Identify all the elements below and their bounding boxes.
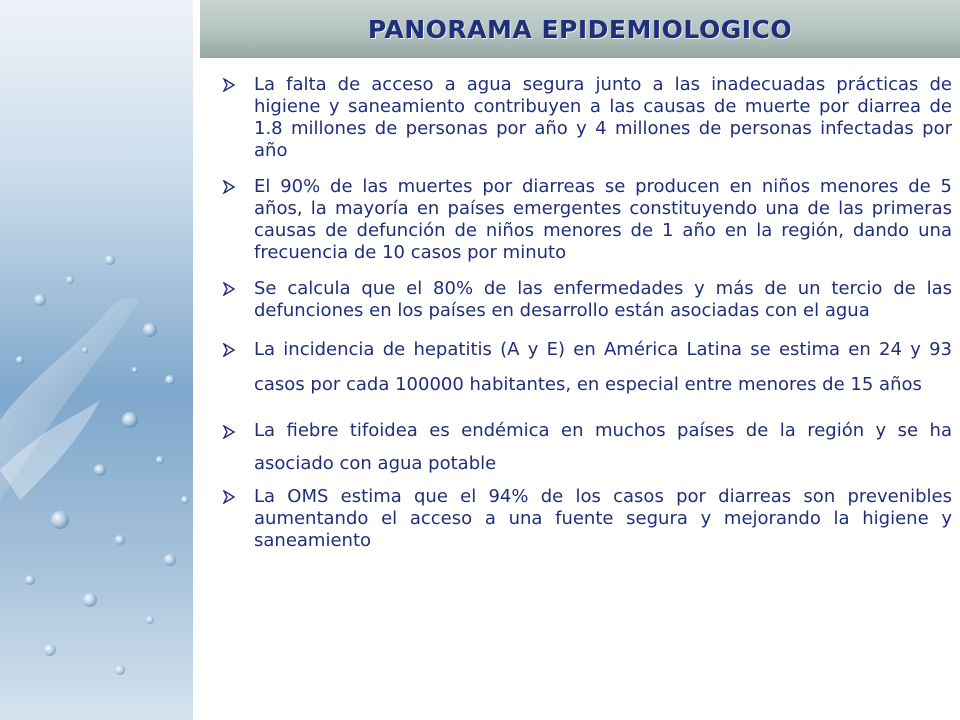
water-droplets-illustration <box>0 0 193 720</box>
bullet-text: La OMS estima que el 94% de los casos por diarreas son prevenibles aumentando el acceso a una fuente segura y mejorando la higiene y saneamiento <box>254 486 952 551</box>
page-title: PANORAMA EPIDEMIOLOGICO <box>367 14 793 44</box>
arrow-bullet-icon <box>222 180 236 194</box>
list-item <box>218 74 952 162</box>
arrow-bullet-icon <box>222 282 236 296</box>
list-item <box>218 486 952 552</box>
list-item <box>218 414 952 480</box>
title-bar <box>200 0 960 58</box>
bullet-text: La incidencia de hepatitis (A y E) en América Latina se estima en 24 y 93 casos por cada 100000 habitantes, en especial entre menores de 15 años <box>254 339 952 395</box>
bullet-text: Se calcula que el 80% de las enfermedades y más de un tercio de las defunciones en los países en desarrollo están asociadas con el agua <box>254 278 952 321</box>
arrow-bullet-icon <box>222 490 236 504</box>
list-item <box>218 278 952 322</box>
arrow-bullet-icon <box>222 425 236 439</box>
arrow-bullet-icon <box>222 343 236 357</box>
bullet-text: El 90% de las muertes por diarreas se producen en niños menores de 5 años, la mayoría en países emergentes constituyendo una de las primeras causas de defunción de niños menores de 1 año en la región, dando una frecuencia de 10 casos por minuto <box>254 176 952 263</box>
list-item <box>218 332 952 402</box>
bullet-text: La fiebre tifoidea es endémica en muchos países de la región y se ha asociado con agua potable <box>254 420 952 474</box>
arrow-bullet-icon <box>222 78 236 92</box>
water-splash-image <box>0 0 193 720</box>
list-item <box>218 176 952 264</box>
bullet-text: La falta de acceso a agua segura junto a las inadecuadas prácticas de higiene y saneamiento contribuyen a las causas de muerte por diarrea de 1.8 millones de personas por año y 4 millones de personas infectadas por año <box>254 74 952 161</box>
bullet-list <box>218 74 952 552</box>
